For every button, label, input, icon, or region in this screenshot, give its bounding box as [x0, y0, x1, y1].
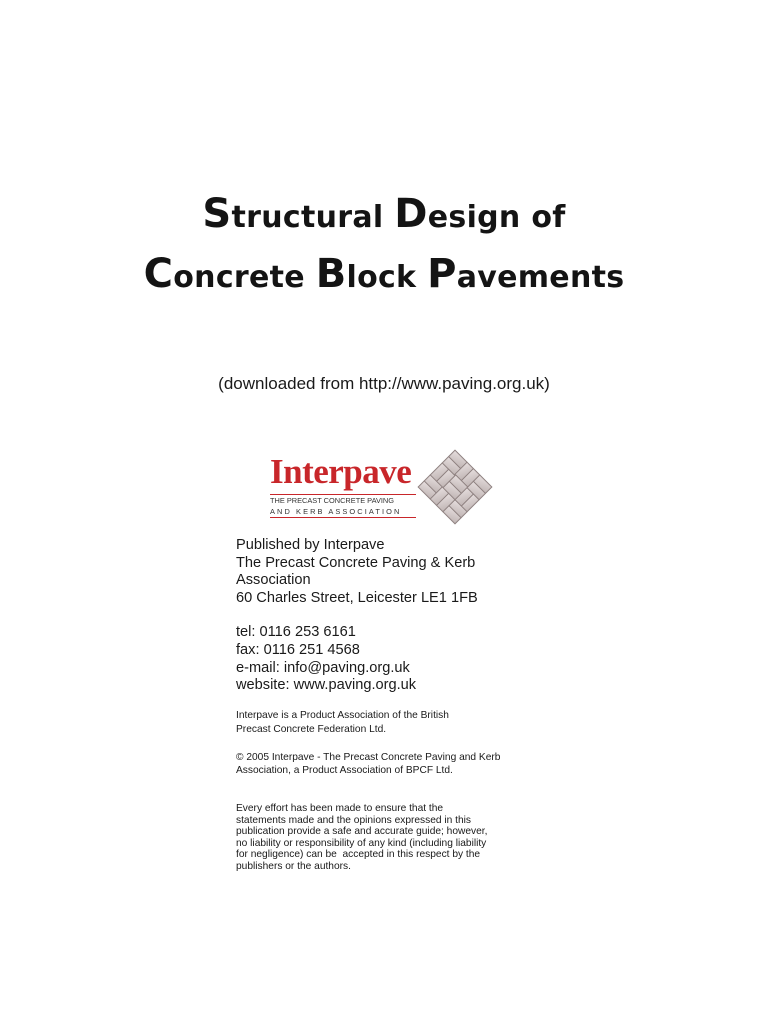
disclaimer-line: Every effort has been made to ensure that the: [236, 803, 444, 814]
title-word: avements: [456, 260, 625, 295]
publisher-address: 60 Charles Street, Leicester LE1 1FB: [236, 589, 478, 606]
copyright-line: © 2005 Interpave - The Precast Concrete Paving and Kerb: [236, 752, 501, 763]
disclaimer-line: no liability or responsibility of any kind (including liability: [236, 837, 487, 849]
publisher-line: Published by Interpave: [236, 537, 385, 553]
title-line-1: [0, 186, 768, 246]
disclaimer-line: statements made and the opinions expressed in this: [236, 814, 472, 826]
logo-divider: [270, 517, 416, 518]
title-word: oncrete: [173, 260, 316, 295]
logo-tagline: AND KERB ASSOCIATION: [270, 507, 402, 516]
contact-website: website: www.paving.org.uk: [236, 677, 417, 694]
disclaimer-line: publication provide a safe and accurate guide; however,: [236, 826, 488, 837]
title-word: tructural: [231, 200, 395, 235]
interpave-logo: [268, 448, 498, 532]
logo-divider: [270, 494, 416, 495]
title-line-2: [0, 246, 768, 306]
contact-fax: fax: 0116 251 4568: [236, 641, 360, 658]
association-note: [236, 709, 546, 736]
disclaimer-line: for negligence) can be accepted in this respect by the: [236, 849, 481, 860]
logo-wordmark: Interpave: [270, 452, 412, 491]
document-title: [0, 186, 768, 306]
title-word: lock: [346, 260, 428, 295]
title-initial: S: [202, 191, 232, 237]
publisher-line: Association: [236, 572, 311, 589]
download-source-note: (downloaded from http://www.paving.org.uk): [218, 374, 550, 393]
publisher-line: The Precast Concrete Paving & Kerb: [236, 554, 476, 571]
contact-email: e-mail: info@paving.org.uk: [236, 659, 410, 676]
copyright-line: Association, a Product Association of BPCF Ltd.: [236, 764, 453, 776]
paving-block-pattern-icon: [416, 448, 494, 526]
title-initial: B: [315, 251, 347, 297]
copyright-notice: [236, 752, 546, 777]
association-note-line: Precast Concrete Federation Ltd.: [236, 723, 387, 735]
title-initial: P: [427, 251, 457, 297]
disclaimer: [236, 803, 536, 872]
publisher-contact-block: [236, 537, 566, 695]
title-initial: D: [394, 191, 428, 237]
association-note-line: Interpave is a Product Association of the British: [236, 710, 449, 721]
contact-tel: tel: 0116 253 6161: [236, 624, 356, 641]
disclaimer-line: publishers or the authors.: [236, 860, 351, 872]
title-initial: C: [143, 251, 174, 297]
logo-tagline: THE PRECAST CONCRETE PAVING: [270, 496, 395, 505]
title-word: esign of: [427, 200, 566, 235]
spacer: [236, 607, 566, 624]
